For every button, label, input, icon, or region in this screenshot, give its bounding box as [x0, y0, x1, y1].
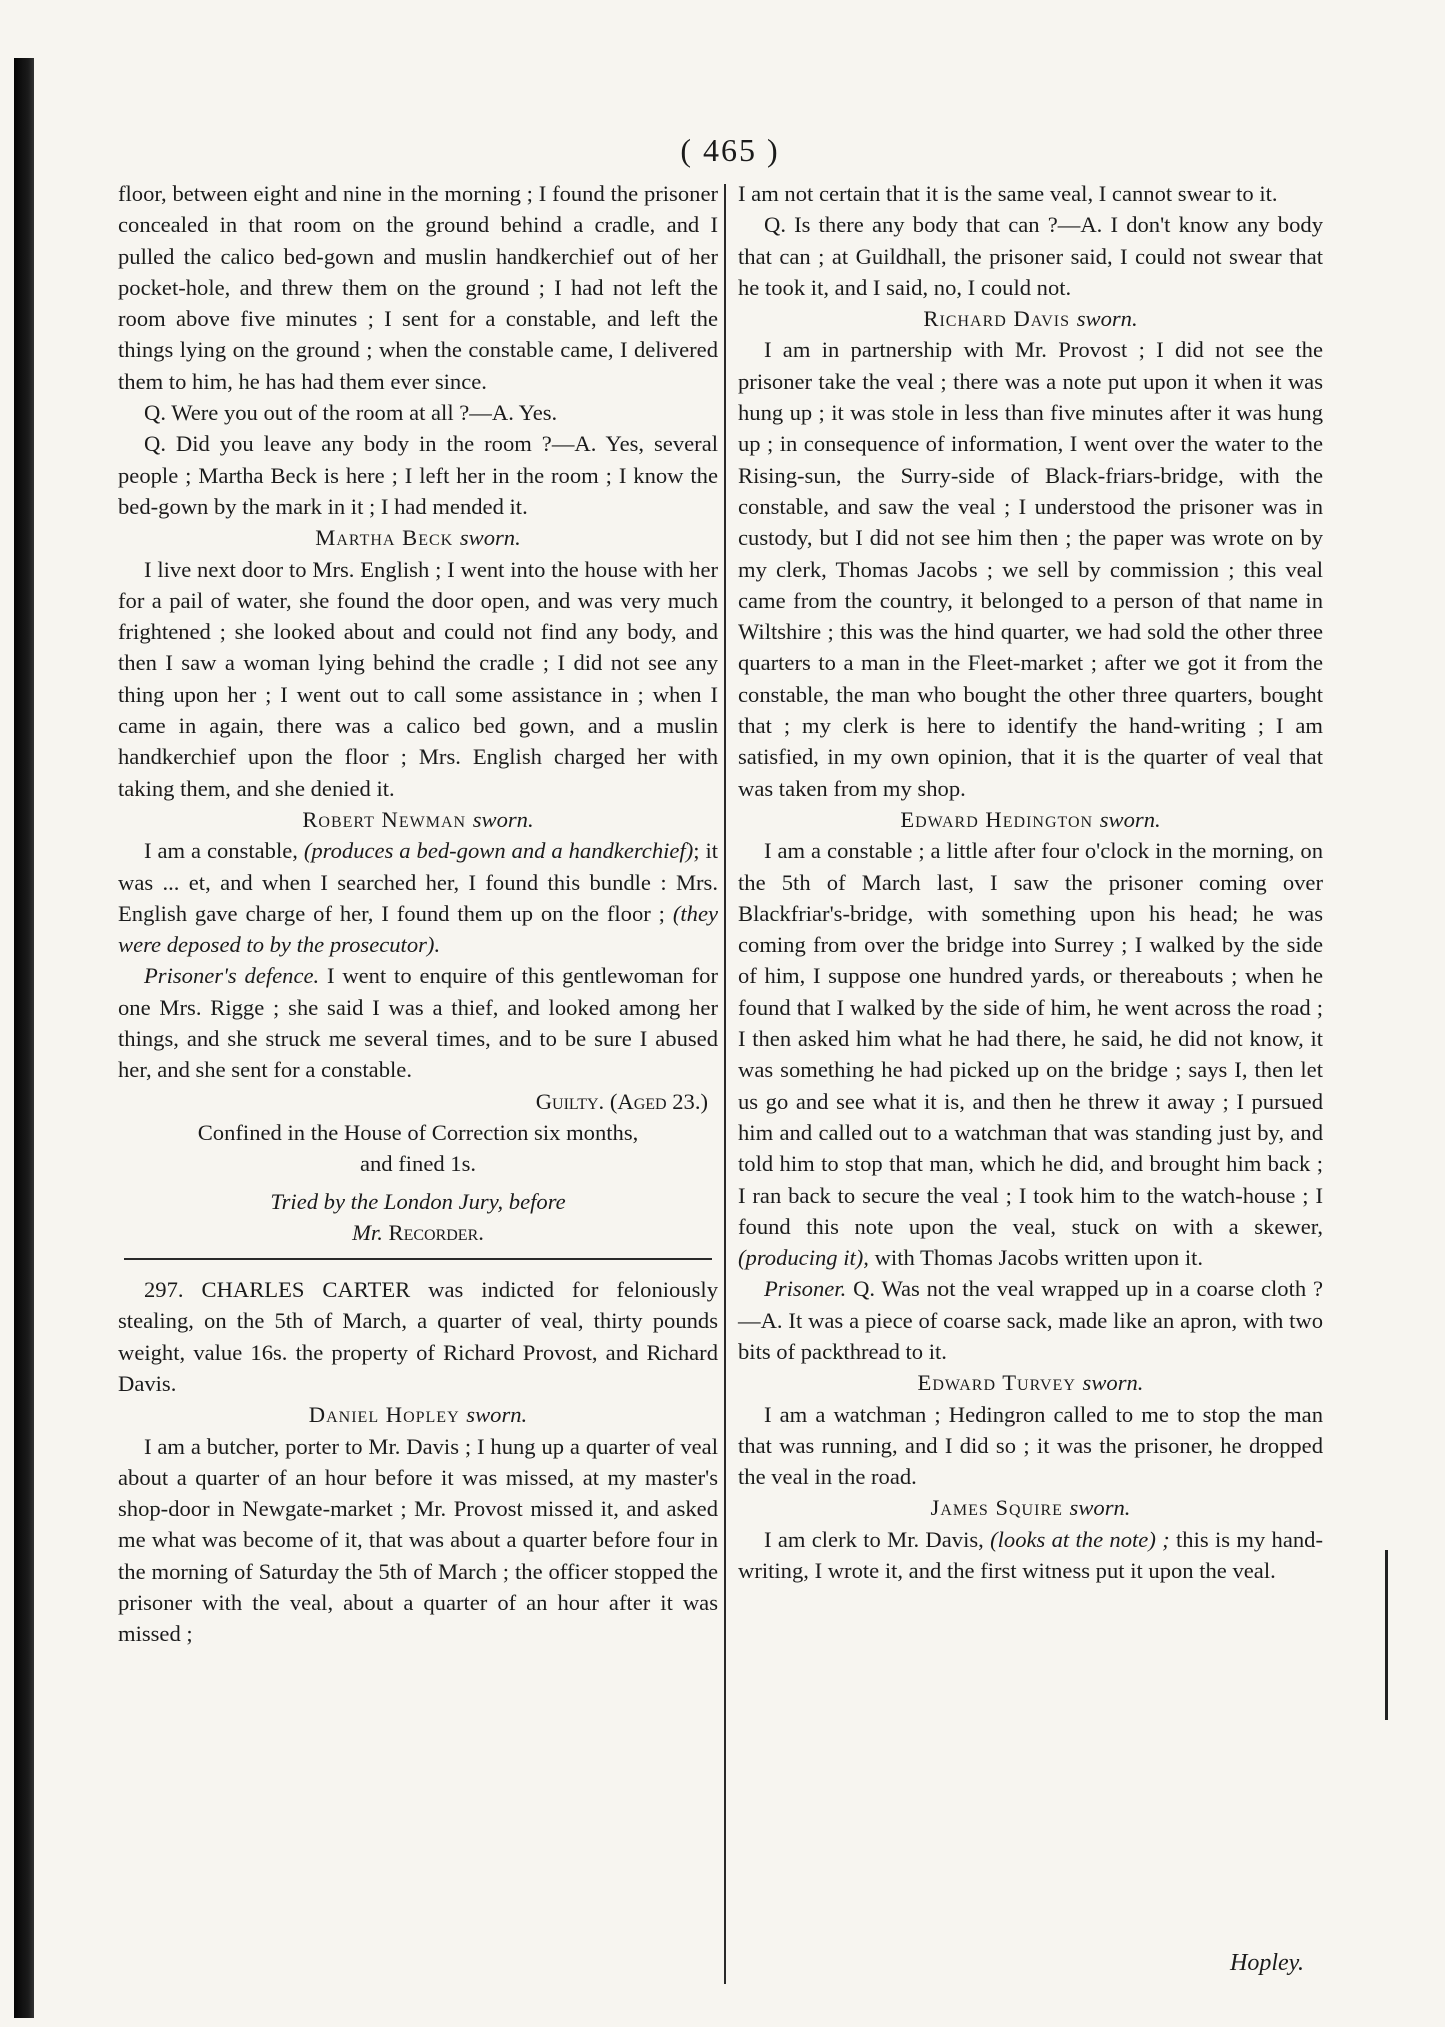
sworn-label: sworn.	[1082, 1370, 1144, 1396]
stage-direction: (they were deposed to by the prosecutor).	[118, 900, 718, 958]
testimony-paragraph	[738, 835, 1323, 1273]
witness-heading	[738, 1367, 1323, 1398]
testimony-text: I am clerk to Mr. Davis,	[764, 1526, 984, 1552]
sworn-label: sworn.	[1099, 806, 1161, 832]
sentence-line: and fined 1s.	[359, 1151, 477, 1177]
testimony-paragraph: I am a watchman ; Hedingron called to me to stop the man that was running, and I did so ; it was the prisoner, he dropped the veal in the road.	[738, 1401, 1323, 1490]
page-binding-shadow	[14, 58, 34, 2018]
sworn-label: sworn.	[472, 806, 534, 832]
testimony-paragraph: floor, between eight and nine in the morning ; I found the prisoner concealed in that room on the ground behind a cradle, and I pulled the calico bed-gown and muslin handkerchief out of her pocket-hole, and threw them on the ground ; I had not left the room above five minutes ; I sent for a constable, and left the things lying on the ground ; when the constable came, I delivered them to him, he has had them ever since.	[118, 181, 718, 394]
testimony-paragraph: I am in partnership with Mr. Provost ; I did not see the prisoner take the veal ; there was a note put upon it when it was hung up ; it was stole in less than five minutes after it was hung up ; in consequence of information, I went over the water to the Rising-sun, the Surry-side of Black-friars-bridge, with the constable, and saw the veal ; I understood the prisoner was in custody, but I did not see him then ; the paper was wrote on by my clerk, Thomas Jacobs ; we sell by commission ; this veal came from the country, it belonged to a person of that name in Wiltshire ; this was the hind quarter, we had sold the other three quarters to a man in the Fleet-market ; after we got it from the constable, the man who bought the other three quarters, bought that ; my clerk is here to identify the hand-writing ; I am satisfied, in my own opinion, that it is the quarter of veal that was taken from my shop.	[738, 337, 1323, 801]
witness-name: James Squire	[930, 1495, 1063, 1521]
left-column	[118, 178, 718, 1650]
sworn-label: sworn.	[466, 1402, 528, 1428]
witness-heading	[118, 1399, 718, 1430]
sworn-label: sworn.	[1069, 1495, 1131, 1521]
testimony-paragraph: I live next door to Mrs. English ; I went into the house with her for a pail of water, she found the door open, and was very much frightened ; she looked about and could not find any body, and then I saw a woman lying behind the cradle ; I did not see any thing upon her ; I went out to call some assistance in ; when I came in again, there was a calico bed gown, and a muslin handkerchief upon the floor ; Mrs. English charged her with taking them, and she denied it.	[118, 556, 718, 801]
tried-by-line	[118, 1217, 718, 1248]
defence-label: Prisoner's defence.	[144, 963, 320, 989]
catchword: Hopley.	[1230, 1950, 1304, 1976]
section-divider	[124, 1258, 712, 1260]
testimony-text: this is my hand-writing, I wrote it, and the first witness put it upon the veal.	[738, 1526, 1323, 1584]
testimony-text: ; it was ... et, and when I searched her, I found this bundle : Mrs. English gave charge of her, I found them up on the floor ;	[118, 838, 718, 926]
testimony-text: I am a constable,	[144, 838, 298, 864]
testimony-paragraph	[118, 835, 718, 960]
witness-heading	[118, 522, 718, 553]
question-answer: Q. Is there any body that can ?—A. I don't know any body that can ; at Guildhall, the prisoner said, I could not swear that he took it, and I said, no, I could not.	[738, 212, 1323, 300]
defence-text: I went to enquire of this gentlewoman for one Mrs. Rigge ; she said I was a thief, and looked among her things, and she struck me several times, and to be sure I abused her, and she sent for a constable.	[118, 963, 718, 1083]
witness-heading	[738, 804, 1323, 835]
right-column	[738, 178, 1323, 1586]
prisoner-label: Prisoner.	[764, 1276, 847, 1302]
witness-heading	[118, 804, 718, 835]
stage-direction: (looks at the note) ;	[990, 1526, 1170, 1552]
judge-title: Mr.	[352, 1219, 383, 1245]
testimony-text: with Thomas Jacobs written upon it.	[874, 1245, 1204, 1271]
testimony-paragraph	[738, 1524, 1323, 1587]
tried-by-text: Tried by the London Jury, before	[270, 1188, 566, 1214]
case-indictment: 297. CHARLES CARTER was indicted for feloniously stealing, on the 5th of March, a quarter of veal, thirty pounds weight, value 16s. the property of Richard Provost, and Richard Davis.	[118, 1277, 718, 1396]
witness-name: Richard Davis	[923, 306, 1071, 332]
witness-heading	[738, 1492, 1323, 1523]
column-divider	[724, 184, 726, 1984]
question-answer: Q. Were you out of the room at all ?—A. Yes.	[144, 400, 558, 426]
witness-name: Martha Beck	[315, 525, 454, 551]
question-text: Q. Was not the veal wrapped up in a coarse cloth ?—A. It was a piece of coarse sack, made like an apron, with two bits of packthread to it.	[738, 1276, 1323, 1364]
testimony-paragraph: I am a butcher, porter to Mr. Davis ; I hung up a quarter of veal about a quarter of an hour before it was missed, at my master's shop-door in Newgate-market ; Mr. Provost missed it, and asked me what was become of it, that was about a quarter before four in the morning of Saturday the 5th of March ; the officer stopped the prisoner with the veal, about a quarter of an hour after it was missed ;	[118, 1433, 718, 1647]
testimony-paragraph: I am not certain that it is the same veal, I cannot swear to it.	[738, 181, 1278, 206]
witness-heading	[738, 303, 1323, 334]
margin-mark	[1385, 1550, 1388, 1720]
stage-direction: (produces a bed-gown and a handkerchief)	[303, 838, 694, 864]
sworn-label: sworn.	[459, 525, 521, 551]
verdict: Guilty. (Aged 23.)	[535, 1088, 708, 1114]
question-answer	[738, 1273, 1323, 1367]
question-answer: Q. Did you leave any body in the room ?—A. Yes, several people ; Martha Beck is here ; I left her in the room ; I know the bed-gown by the mark in it ; I had mended it.	[118, 431, 718, 519]
stage-direction: (producing it),	[738, 1245, 869, 1271]
sentence-line: Confined in the House of Correction six months,	[197, 1119, 639, 1145]
defence-paragraph	[118, 960, 718, 1085]
judge-name: Recorder.	[388, 1219, 484, 1245]
witness-name: Robert Newman	[302, 806, 467, 832]
witness-name: Daniel Hopley	[308, 1402, 460, 1428]
page-number: ( 465 )	[680, 132, 780, 168]
testimony-text: I am a constable ; a little after four o'clock in the morning, on the 5th of March last, I saw the prisoner coming over Blackfriar's-bridge, with something upon his head; he was coming from over the bridge into Surrey ; I walked by the side of him, I suppose one hundred yards, or thereabouts ; when he found that I walked by the side of him, he went across the road ; I then asked him what he had there, he said, he did not know, it was something he had picked up on the bridge ; says I, then let us go and see what it is, and then he threw it away ; I pursued him and called out to a watchman that was standing just by, and told him to stop that man, which he did, and brought him back ; I ran back to secure the veal ; I took him to the watch-house ; I found this note upon the veal, stuck on with a skewer,	[738, 838, 1323, 1239]
tried-by-line	[118, 1186, 718, 1217]
sworn-label: sworn.	[1076, 306, 1138, 332]
witness-name: Edward Turvey	[917, 1370, 1076, 1396]
witness-name: Edward Hedington	[900, 806, 1094, 832]
